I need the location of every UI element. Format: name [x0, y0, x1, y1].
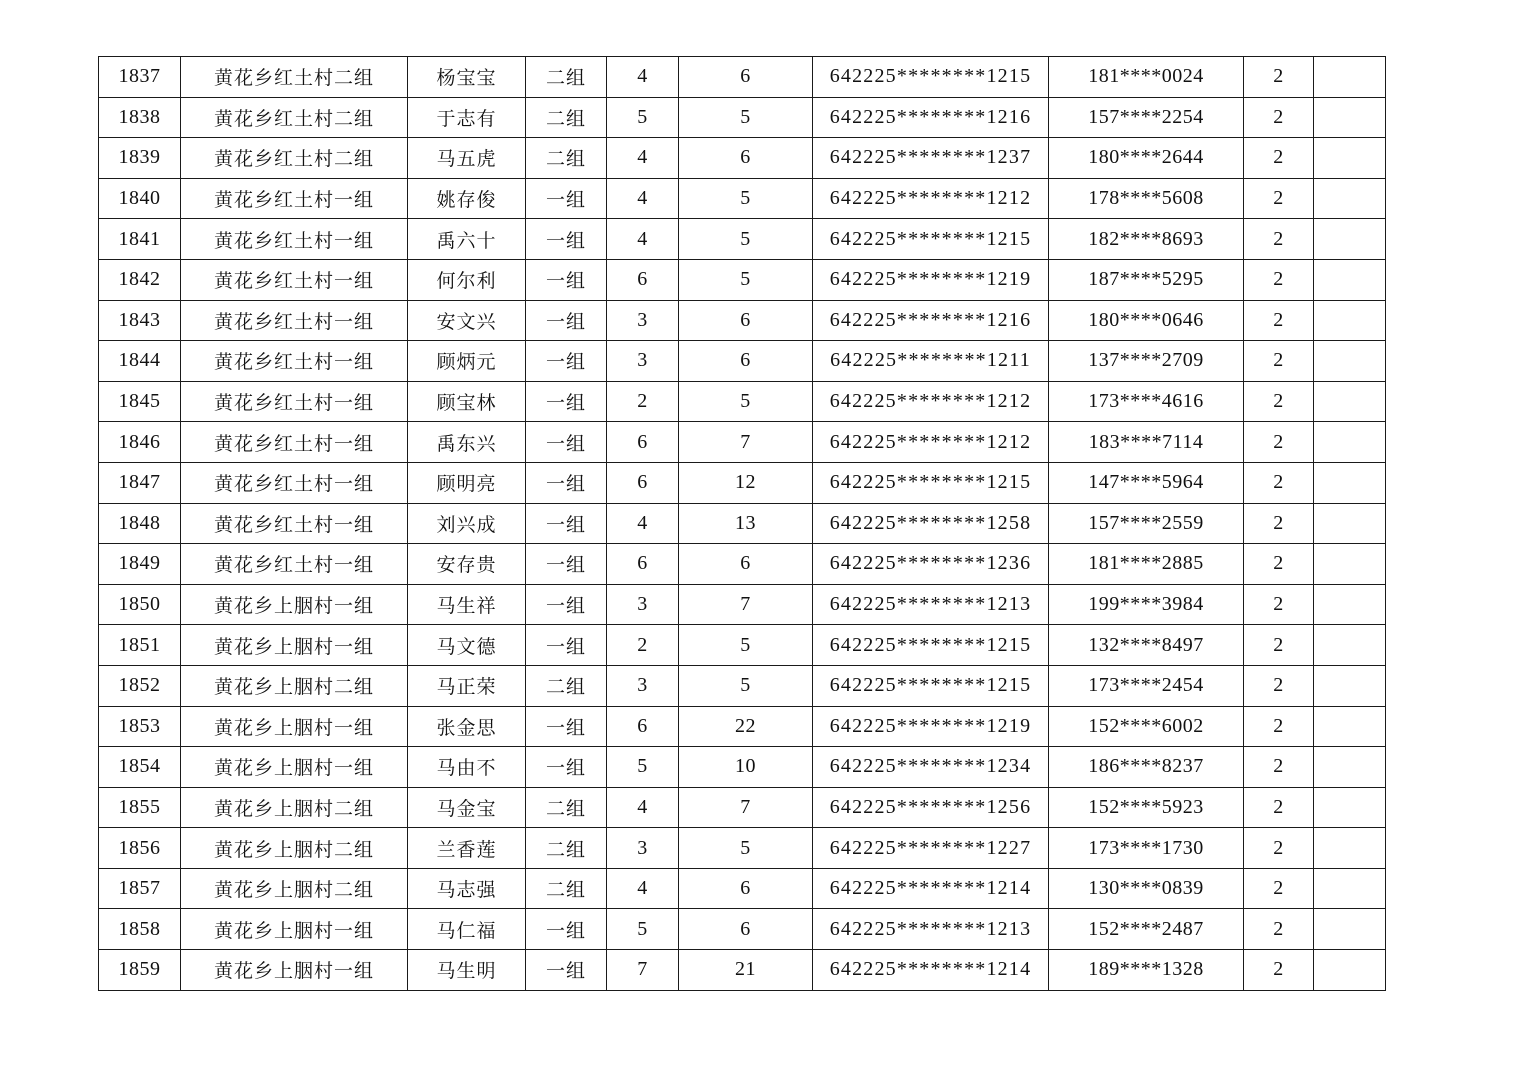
cell-address: 黄花乡红土村一组 — [181, 341, 408, 382]
cell-remark — [1314, 381, 1386, 422]
cell-seq: 1841 — [99, 219, 181, 260]
cell-address: 黄花乡上胭村二组 — [181, 665, 408, 706]
cell-address: 黄花乡上胭村一组 — [181, 584, 408, 625]
cell-id-number: 642225********1216 — [813, 97, 1049, 138]
cell-name: 马五虎 — [408, 138, 526, 179]
cell-count-b: 5 — [679, 625, 813, 666]
cell-name: 何尔利 — [408, 259, 526, 300]
cell-phone: 152****2487 — [1049, 909, 1244, 950]
cell-count-b: 7 — [679, 787, 813, 828]
cell-name: 马生明 — [408, 950, 526, 991]
cell-remark — [1314, 706, 1386, 747]
cell-count-c: 2 — [1244, 259, 1314, 300]
cell-address: 黄花乡红土村一组 — [181, 259, 408, 300]
cell-name: 禹东兴 — [408, 422, 526, 463]
cell-count-b: 6 — [679, 300, 813, 341]
cell-group: 一组 — [526, 503, 607, 544]
cell-count-a: 4 — [607, 138, 679, 179]
roster-table — [98, 56, 1386, 991]
cell-count-a: 2 — [607, 625, 679, 666]
cell-id-number: 642225********1214 — [813, 868, 1049, 909]
cell-phone: 157****2559 — [1049, 503, 1244, 544]
cell-address: 黄花乡红土村一组 — [181, 503, 408, 544]
table-row — [99, 422, 1386, 463]
cell-count-c: 2 — [1244, 300, 1314, 341]
cell-name: 禹六十 — [408, 219, 526, 260]
cell-count-a: 4 — [607, 787, 679, 828]
cell-count-a: 6 — [607, 422, 679, 463]
cell-remark — [1314, 178, 1386, 219]
cell-count-b: 5 — [679, 381, 813, 422]
cell-remark — [1314, 97, 1386, 138]
cell-seq: 1843 — [99, 300, 181, 341]
cell-remark — [1314, 747, 1386, 788]
cell-count-c: 2 — [1244, 828, 1314, 869]
cell-id-number: 642225********1237 — [813, 138, 1049, 179]
cell-seq: 1854 — [99, 747, 181, 788]
cell-seq: 1838 — [99, 97, 181, 138]
cell-count-b: 12 — [679, 462, 813, 503]
cell-address: 黄花乡红土村一组 — [181, 544, 408, 585]
cell-count-b: 5 — [679, 828, 813, 869]
cell-count-b: 6 — [679, 57, 813, 98]
cell-group: 一组 — [526, 625, 607, 666]
cell-count-a: 5 — [607, 747, 679, 788]
cell-phone: 182****8693 — [1049, 219, 1244, 260]
cell-count-b: 6 — [679, 868, 813, 909]
cell-count-a: 3 — [607, 341, 679, 382]
cell-phone: 152****5923 — [1049, 787, 1244, 828]
table-row — [99, 787, 1386, 828]
table-row — [99, 950, 1386, 991]
cell-seq: 1844 — [99, 341, 181, 382]
cell-group: 二组 — [526, 665, 607, 706]
cell-phone: 173****1730 — [1049, 828, 1244, 869]
document-sheet — [98, 56, 1386, 991]
cell-seq: 1856 — [99, 828, 181, 869]
cell-address: 黄花乡上胭村一组 — [181, 909, 408, 950]
cell-address: 黄花乡上胭村一组 — [181, 706, 408, 747]
cell-count-c: 2 — [1244, 787, 1314, 828]
cell-name: 兰香莲 — [408, 828, 526, 869]
cell-address: 黄花乡上胭村一组 — [181, 950, 408, 991]
cell-seq: 1850 — [99, 584, 181, 625]
cell-phone: 180****2644 — [1049, 138, 1244, 179]
cell-address: 黄花乡上胭村二组 — [181, 828, 408, 869]
cell-address: 黄花乡红土村一组 — [181, 219, 408, 260]
cell-phone: 130****0839 — [1049, 868, 1244, 909]
cell-count-a: 2 — [607, 381, 679, 422]
table-row — [99, 544, 1386, 585]
cell-count-a: 3 — [607, 828, 679, 869]
cell-name: 马仁福 — [408, 909, 526, 950]
cell-name: 安存贵 — [408, 544, 526, 585]
cell-count-b: 21 — [679, 950, 813, 991]
table-row — [99, 584, 1386, 625]
table-row — [99, 97, 1386, 138]
cell-id-number: 642225********1215 — [813, 57, 1049, 98]
cell-group: 一组 — [526, 219, 607, 260]
table-row — [99, 462, 1386, 503]
cell-address: 黄花乡红土村二组 — [181, 57, 408, 98]
cell-count-c: 2 — [1244, 706, 1314, 747]
cell-count-a: 4 — [607, 57, 679, 98]
cell-group: 一组 — [526, 584, 607, 625]
cell-phone: 173****4616 — [1049, 381, 1244, 422]
cell-count-b: 5 — [679, 178, 813, 219]
cell-name: 安文兴 — [408, 300, 526, 341]
cell-count-c: 2 — [1244, 462, 1314, 503]
table-row — [99, 828, 1386, 869]
cell-id-number: 642225********1215 — [813, 625, 1049, 666]
cell-count-c: 2 — [1244, 57, 1314, 98]
cell-id-number: 642225********1212 — [813, 178, 1049, 219]
cell-group: 二组 — [526, 138, 607, 179]
cell-count-a: 7 — [607, 950, 679, 991]
cell-remark — [1314, 422, 1386, 463]
cell-address: 黄花乡上胭村一组 — [181, 747, 408, 788]
cell-phone: 173****2454 — [1049, 665, 1244, 706]
cell-count-a: 4 — [607, 219, 679, 260]
cell-remark — [1314, 503, 1386, 544]
cell-count-b: 5 — [679, 259, 813, 300]
table-row — [99, 868, 1386, 909]
cell-phone: 157****2254 — [1049, 97, 1244, 138]
cell-name: 马金宝 — [408, 787, 526, 828]
cell-count-c: 2 — [1244, 950, 1314, 991]
cell-address: 黄花乡上胭村一组 — [181, 625, 408, 666]
cell-count-c: 2 — [1244, 584, 1314, 625]
cell-count-b: 10 — [679, 747, 813, 788]
cell-seq: 1840 — [99, 178, 181, 219]
cell-phone: 181****2885 — [1049, 544, 1244, 585]
cell-group: 一组 — [526, 706, 607, 747]
cell-name: 马正荣 — [408, 665, 526, 706]
cell-group: 一组 — [526, 462, 607, 503]
cell-remark — [1314, 665, 1386, 706]
cell-name: 顾宝林 — [408, 381, 526, 422]
cell-phone: 180****0646 — [1049, 300, 1244, 341]
cell-seq: 1847 — [99, 462, 181, 503]
table-row — [99, 503, 1386, 544]
cell-id-number: 642225********1211 — [813, 341, 1049, 382]
cell-seq: 1846 — [99, 422, 181, 463]
cell-count-c: 2 — [1244, 868, 1314, 909]
cell-remark — [1314, 57, 1386, 98]
cell-id-number: 642225********1215 — [813, 462, 1049, 503]
cell-count-b: 7 — [679, 584, 813, 625]
cell-phone: 147****5964 — [1049, 462, 1244, 503]
cell-phone: 183****7114 — [1049, 422, 1244, 463]
cell-count-b: 5 — [679, 97, 813, 138]
cell-remark — [1314, 868, 1386, 909]
cell-id-number: 642225********1227 — [813, 828, 1049, 869]
cell-seq: 1855 — [99, 787, 181, 828]
cell-seq: 1839 — [99, 138, 181, 179]
cell-count-c: 2 — [1244, 381, 1314, 422]
cell-name: 马志强 — [408, 868, 526, 909]
cell-phone: 189****1328 — [1049, 950, 1244, 991]
cell-id-number: 642225********1213 — [813, 909, 1049, 950]
cell-id-number: 642225********1234 — [813, 747, 1049, 788]
table-row — [99, 300, 1386, 341]
cell-group: 一组 — [526, 259, 607, 300]
cell-count-c: 2 — [1244, 909, 1314, 950]
cell-group: 一组 — [526, 381, 607, 422]
cell-seq: 1845 — [99, 381, 181, 422]
cell-count-c: 2 — [1244, 341, 1314, 382]
cell-name: 马生祥 — [408, 584, 526, 625]
cell-group: 一组 — [526, 950, 607, 991]
cell-count-a: 3 — [607, 300, 679, 341]
cell-seq: 1852 — [99, 665, 181, 706]
cell-id-number: 642225********1216 — [813, 300, 1049, 341]
cell-phone: 186****8237 — [1049, 747, 1244, 788]
cell-seq: 1837 — [99, 57, 181, 98]
cell-count-a: 6 — [607, 544, 679, 585]
cell-seq: 1851 — [99, 625, 181, 666]
table-row — [99, 909, 1386, 950]
roster-body — [99, 57, 1386, 991]
cell-phone: 152****6002 — [1049, 706, 1244, 747]
cell-count-a: 5 — [607, 909, 679, 950]
cell-id-number: 642225********1215 — [813, 219, 1049, 260]
cell-group: 一组 — [526, 178, 607, 219]
cell-count-c: 2 — [1244, 422, 1314, 463]
cell-count-a: 6 — [607, 706, 679, 747]
cell-seq: 1848 — [99, 503, 181, 544]
cell-id-number: 642225********1258 — [813, 503, 1049, 544]
table-row — [99, 259, 1386, 300]
cell-name: 顾炳元 — [408, 341, 526, 382]
cell-seq: 1857 — [99, 868, 181, 909]
cell-remark — [1314, 138, 1386, 179]
cell-address: 黄花乡红土村一组 — [181, 422, 408, 463]
cell-phone: 199****3984 — [1049, 584, 1244, 625]
cell-id-number: 642225********1214 — [813, 950, 1049, 991]
cell-group: 一组 — [526, 544, 607, 585]
table-row — [99, 625, 1386, 666]
cell-address: 黄花乡红土村一组 — [181, 381, 408, 422]
cell-count-c: 2 — [1244, 544, 1314, 585]
cell-seq: 1849 — [99, 544, 181, 585]
cell-count-a: 4 — [607, 178, 679, 219]
cell-seq: 1858 — [99, 909, 181, 950]
table-row — [99, 706, 1386, 747]
cell-count-c: 2 — [1244, 97, 1314, 138]
cell-count-c: 2 — [1244, 503, 1314, 544]
cell-seq: 1859 — [99, 950, 181, 991]
cell-count-b: 13 — [679, 503, 813, 544]
cell-count-c: 2 — [1244, 178, 1314, 219]
cell-id-number: 642225********1215 — [813, 665, 1049, 706]
cell-remark — [1314, 909, 1386, 950]
cell-remark — [1314, 625, 1386, 666]
cell-name: 姚存俊 — [408, 178, 526, 219]
cell-remark — [1314, 300, 1386, 341]
cell-count-c: 2 — [1244, 665, 1314, 706]
cell-count-a: 3 — [607, 665, 679, 706]
cell-group: 二组 — [526, 787, 607, 828]
cell-count-b: 6 — [679, 909, 813, 950]
cell-count-b: 5 — [679, 219, 813, 260]
cell-address: 黄花乡红土村一组 — [181, 462, 408, 503]
cell-group: 一组 — [526, 300, 607, 341]
cell-id-number: 642225********1219 — [813, 259, 1049, 300]
cell-phone: 178****5608 — [1049, 178, 1244, 219]
cell-name: 杨宝宝 — [408, 57, 526, 98]
cell-count-b: 5 — [679, 665, 813, 706]
cell-phone: 181****0024 — [1049, 57, 1244, 98]
cell-count-b: 6 — [679, 138, 813, 179]
table-row — [99, 57, 1386, 98]
cell-group: 一组 — [526, 747, 607, 788]
table-row — [99, 381, 1386, 422]
cell-name: 刘兴成 — [408, 503, 526, 544]
cell-group: 二组 — [526, 868, 607, 909]
cell-seq: 1842 — [99, 259, 181, 300]
cell-count-c: 2 — [1244, 747, 1314, 788]
cell-count-b: 6 — [679, 544, 813, 585]
cell-phone: 187****5295 — [1049, 259, 1244, 300]
cell-count-a: 3 — [607, 584, 679, 625]
cell-count-a: 6 — [607, 462, 679, 503]
table-row — [99, 747, 1386, 788]
cell-phone: 137****2709 — [1049, 341, 1244, 382]
cell-id-number: 642225********1213 — [813, 584, 1049, 625]
table-row — [99, 138, 1386, 179]
cell-remark — [1314, 259, 1386, 300]
cell-count-c: 2 — [1244, 219, 1314, 260]
cell-id-number: 642225********1236 — [813, 544, 1049, 585]
cell-count-c: 2 — [1244, 625, 1314, 666]
cell-group: 二组 — [526, 97, 607, 138]
cell-address: 黄花乡红土村二组 — [181, 97, 408, 138]
cell-remark — [1314, 828, 1386, 869]
cell-name: 马由不 — [408, 747, 526, 788]
table-row — [99, 178, 1386, 219]
cell-remark — [1314, 787, 1386, 828]
table-row — [99, 341, 1386, 382]
cell-group: 二组 — [526, 828, 607, 869]
cell-remark — [1314, 219, 1386, 260]
cell-remark — [1314, 341, 1386, 382]
cell-name: 顾明亮 — [408, 462, 526, 503]
cell-name: 马文德 — [408, 625, 526, 666]
cell-count-a: 4 — [607, 503, 679, 544]
table-row — [99, 665, 1386, 706]
cell-count-b: 6 — [679, 341, 813, 382]
cell-id-number: 642225********1212 — [813, 381, 1049, 422]
cell-name: 于志有 — [408, 97, 526, 138]
cell-remark — [1314, 584, 1386, 625]
cell-id-number: 642225********1212 — [813, 422, 1049, 463]
cell-address: 黄花乡上胭村二组 — [181, 787, 408, 828]
cell-id-number: 642225********1219 — [813, 706, 1049, 747]
cell-group: 一组 — [526, 909, 607, 950]
cell-count-a: 6 — [607, 259, 679, 300]
cell-count-a: 4 — [607, 868, 679, 909]
cell-count-a: 5 — [607, 97, 679, 138]
cell-group: 一组 — [526, 341, 607, 382]
cell-remark — [1314, 544, 1386, 585]
cell-address: 黄花乡红土村一组 — [181, 300, 408, 341]
cell-address: 黄花乡上胭村二组 — [181, 868, 408, 909]
cell-address: 黄花乡红土村二组 — [181, 138, 408, 179]
cell-phone: 132****8497 — [1049, 625, 1244, 666]
cell-name: 张金思 — [408, 706, 526, 747]
table-row — [99, 219, 1386, 260]
cell-remark — [1314, 950, 1386, 991]
cell-count-b: 7 — [679, 422, 813, 463]
cell-id-number: 642225********1256 — [813, 787, 1049, 828]
cell-seq: 1853 — [99, 706, 181, 747]
cell-remark — [1314, 462, 1386, 503]
cell-count-b: 22 — [679, 706, 813, 747]
cell-count-c: 2 — [1244, 138, 1314, 179]
cell-group: 一组 — [526, 422, 607, 463]
cell-address: 黄花乡红土村一组 — [181, 178, 408, 219]
cell-group: 二组 — [526, 57, 607, 98]
